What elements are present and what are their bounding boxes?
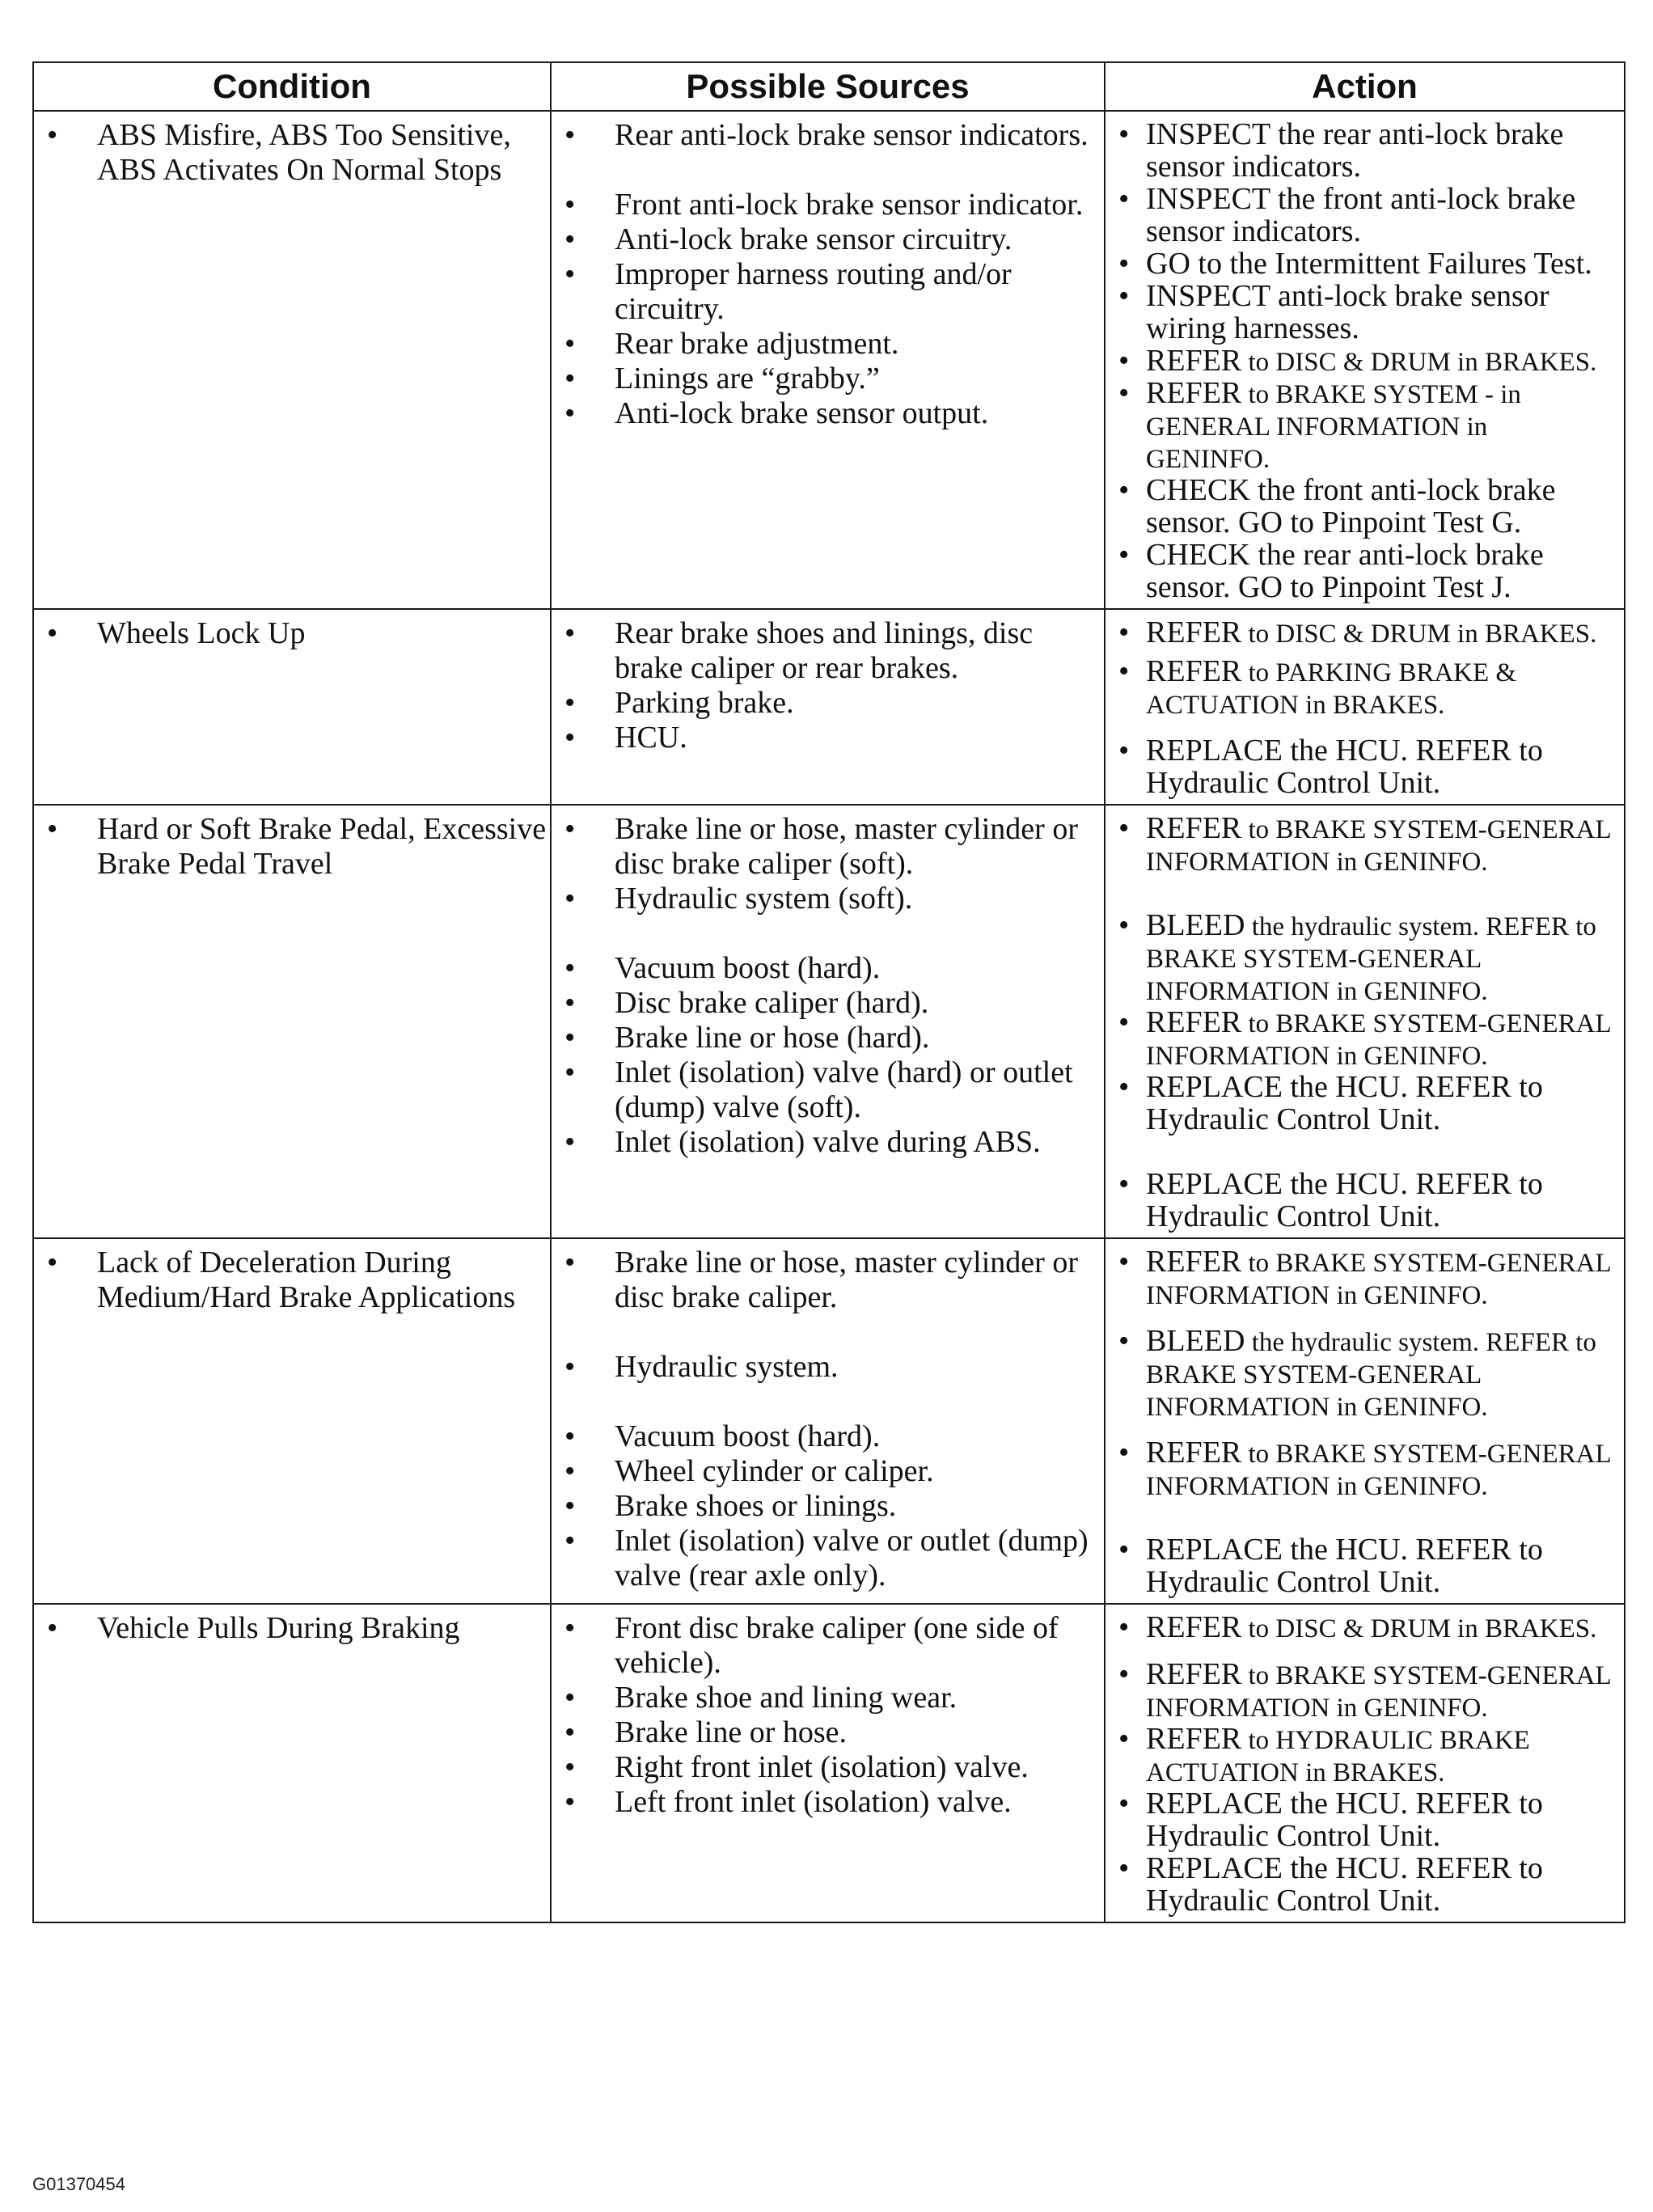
action-item xyxy=(1106,1611,1624,1643)
action-verb: GO xyxy=(1146,247,1190,281)
header-condition: Condition xyxy=(33,62,551,111)
condition-item: • Vehicle Pulls During Braking xyxy=(34,1611,550,1646)
condition-cell xyxy=(33,1604,551,1922)
action-item xyxy=(1106,734,1624,799)
diagnosis-chart xyxy=(32,61,1624,1923)
action-verb: REFER xyxy=(1146,654,1242,688)
action-text: to DISC & DRUM in BRAKES. xyxy=(1241,620,1597,649)
source-item: • Rear anti-lock brake sensor indicators. xyxy=(552,118,1104,153)
source-item: • Linings are “grabby.” xyxy=(552,362,1104,396)
action-verb: REFER xyxy=(1146,1722,1242,1756)
action-item xyxy=(1106,474,1624,539)
source-item: • Front disc brake caliper (one side of vehicle). xyxy=(552,1611,1104,1681)
source-item: • Brake line or hose (hard). xyxy=(552,1021,1104,1055)
source-item: • Brake shoe and lining wear. xyxy=(552,1681,1104,1715)
source-item: • Front anti-lock brake sensor indicator. xyxy=(552,188,1104,222)
action-verb: INSPECT xyxy=(1146,182,1270,216)
action-item xyxy=(1106,1071,1624,1136)
source-item: • Hydraulic system (soft). xyxy=(552,882,1104,916)
action-cell xyxy=(1105,609,1625,805)
action-item xyxy=(1106,1246,1624,1310)
action-item xyxy=(1106,539,1624,603)
action-cell xyxy=(1105,111,1625,609)
action-verb: REFER xyxy=(1146,1005,1242,1039)
action-text: the front anti-lock brake sensor indicators. xyxy=(1146,182,1576,248)
action-text: to BRAKE SYSTEM-GENERAL INFORMATION in GENINFO. xyxy=(1146,1661,1611,1723)
sources-cell xyxy=(551,1604,1105,1922)
action-item xyxy=(1106,1852,1624,1917)
table-row xyxy=(33,1604,1625,1922)
action-text: to BRAKE SYSTEM-GENERAL INFORMATION in GENINFO. xyxy=(1146,1249,1611,1310)
action-verb: BLEED xyxy=(1146,908,1245,942)
diagnosis-table xyxy=(32,61,1626,1923)
action-text: the HCU. REFER to Hydraulic Control Unit. xyxy=(1146,1167,1543,1233)
table-row xyxy=(33,1238,1625,1604)
action-text: the rear anti-lock brake sensor. GO to Pinpoint Test J. xyxy=(1146,538,1544,604)
action-verb: REPLACE xyxy=(1146,1851,1283,1885)
sources-cell xyxy=(551,805,1105,1238)
action-cell xyxy=(1105,1238,1625,1604)
source-item: • Inlet (isolation) valve or outlet (dump) valve (rear axle only). xyxy=(552,1524,1104,1593)
action-text: the HCU. REFER to Hydraulic Control Unit. xyxy=(1146,1787,1543,1853)
action-text: to DISC & DRUM in BRAKES. xyxy=(1241,348,1597,377)
condition-item: • Hard or Soft Brake Pedal, Excessive Brake Pedal Travel xyxy=(34,812,550,882)
action-item xyxy=(1106,655,1624,720)
action-item xyxy=(1106,280,1624,345)
table-header-row xyxy=(33,62,1625,111)
action-item xyxy=(1106,1168,1624,1233)
source-item: • Anti-lock brake sensor output. xyxy=(552,396,1104,431)
action-verb: REFER xyxy=(1146,1245,1242,1279)
action-text: anti-lock brake sensor wiring harnesses. xyxy=(1146,279,1549,345)
action-item xyxy=(1106,1325,1624,1422)
action-text: to PARKING BRAKE & ACTUATION in BRAKES. xyxy=(1146,658,1517,720)
action-verb: REFER xyxy=(1146,811,1242,845)
source-item: • Disc brake caliper (hard). xyxy=(552,986,1104,1021)
action-item xyxy=(1106,616,1624,649)
sources-cell xyxy=(551,1238,1105,1604)
action-verb: REFER xyxy=(1146,344,1242,378)
source-item: • Hydraulic system. xyxy=(552,1350,1104,1385)
condition-cell xyxy=(33,609,551,805)
source-item: • Brake shoes or linings. xyxy=(552,1489,1104,1524)
action-verb: REFER xyxy=(1146,1436,1242,1470)
action-verb: REPLACE xyxy=(1146,1070,1283,1104)
action-verb: REPLACE xyxy=(1146,1787,1283,1821)
header-possible-sources: Possible Sources xyxy=(551,62,1105,111)
action-text: to DISC & DRUM in BRAKES. xyxy=(1241,1614,1597,1643)
action-item xyxy=(1106,812,1624,877)
action-text: the hydraulic system. REFER to BRAKE SYSTEM-GENERAL INFORMATION in GENINFO. xyxy=(1146,1328,1596,1422)
table-row xyxy=(33,111,1625,609)
source-item: • Rear brake adjustment. xyxy=(552,327,1104,362)
action-verb: BLEED xyxy=(1146,1324,1245,1358)
action-item xyxy=(1106,1533,1624,1598)
action-verb: CHECK xyxy=(1146,538,1250,572)
action-verb: REPLACE xyxy=(1146,1167,1283,1201)
condition-cell xyxy=(33,111,551,609)
source-item: • Inlet (isolation) valve during ABS. xyxy=(552,1125,1104,1160)
action-item xyxy=(1106,247,1624,280)
action-verb: REPLACE xyxy=(1146,1533,1283,1567)
source-item: • Brake line or hose, master cylinder or disc brake caliper. xyxy=(552,1246,1104,1315)
action-text: the HCU. REFER to Hydraulic Control Unit. xyxy=(1146,1070,1543,1136)
source-item: • Vacuum boost (hard). xyxy=(552,951,1104,986)
source-item: • Vacuum boost (hard). xyxy=(552,1419,1104,1454)
condition-cell xyxy=(33,1238,551,1604)
action-cell xyxy=(1105,1604,1625,1922)
source-item: • Wheel cylinder or caliper. xyxy=(552,1454,1104,1489)
action-verb: INSPECT xyxy=(1146,279,1270,313)
action-verb: REPLACE xyxy=(1146,734,1283,768)
source-item: • Parking brake. xyxy=(552,686,1104,721)
condition-item: • Lack of Deceleration During Medium/Hard Brake Applications xyxy=(34,1246,550,1315)
action-text: the front anti-lock brake sensor. GO to Pinpoint Test G. xyxy=(1146,473,1556,539)
action-cell xyxy=(1105,805,1625,1238)
source-item: • Anti-lock brake sensor circuitry. xyxy=(552,222,1104,257)
condition-cell xyxy=(33,805,551,1238)
action-item xyxy=(1106,1436,1624,1501)
table-row xyxy=(33,805,1625,1238)
action-item xyxy=(1106,909,1624,1006)
sources-cell xyxy=(551,609,1105,805)
action-text: the HCU. REFER to Hydraulic Control Unit. xyxy=(1146,1851,1543,1918)
source-item: • Brake line or hose, master cylinder or disc brake caliper (soft). xyxy=(552,812,1104,882)
condition-item: • Wheels Lock Up xyxy=(34,616,550,651)
source-item: • Brake line or hose. xyxy=(552,1715,1104,1750)
action-text: to BRAKE SYSTEM-GENERAL INFORMATION in GENINFO. xyxy=(1146,1009,1611,1071)
action-text: to BRAKE SYSTEM - in GENERAL INFORMATION in GENINFO. xyxy=(1146,380,1521,474)
action-verb: REFER xyxy=(1146,1657,1242,1691)
action-verb: REFER xyxy=(1146,1610,1242,1644)
table-row xyxy=(33,609,1625,805)
sources-cell xyxy=(551,111,1105,609)
header-action: Action xyxy=(1105,62,1625,111)
action-item xyxy=(1106,1723,1624,1787)
action-item xyxy=(1106,1787,1624,1852)
action-item xyxy=(1106,118,1624,183)
action-verb: INSPECT xyxy=(1146,117,1270,151)
action-verb: REFER xyxy=(1146,615,1242,649)
action-verb: REFER xyxy=(1146,376,1242,410)
action-text: to BRAKE SYSTEM-GENERAL INFORMATION in GENINFO. xyxy=(1146,1440,1611,1501)
source-item: • Rear brake shoes and linings, disc brake caliper or rear brakes. xyxy=(552,616,1104,686)
source-item: • HCU. xyxy=(552,721,1104,755)
action-text: the HCU. REFER to Hydraulic Control Unit. xyxy=(1146,1533,1543,1599)
action-item xyxy=(1106,1658,1624,1723)
action-item xyxy=(1106,183,1624,247)
action-verb: CHECK xyxy=(1146,473,1250,507)
action-item xyxy=(1106,345,1624,377)
action-text: to the Intermittent Failures Test. xyxy=(1190,247,1592,281)
action-text: the hydraulic system. REFER to BRAKE SYSTEM-GENERAL INFORMATION in GENINFO. xyxy=(1146,912,1596,1006)
source-item: • Inlet (isolation) valve (hard) or outlet (dump) valve (soft). xyxy=(552,1055,1104,1125)
action-text: the rear anti-lock brake sensor indicators. xyxy=(1146,117,1564,184)
action-item xyxy=(1106,1006,1624,1071)
action-text: to BRAKE SYSTEM-GENERAL INFORMATION in GENINFO. xyxy=(1146,815,1611,877)
action-item xyxy=(1106,377,1624,474)
source-item: • Improper harness routing and/or circuitry. xyxy=(552,257,1104,327)
action-text: to HYDRAULIC BRAKE ACTUATION in BRAKES. xyxy=(1146,1726,1530,1787)
source-item: • Left front inlet (isolation) valve. xyxy=(552,1785,1104,1820)
figure-id: G01370454 xyxy=(32,2174,125,2194)
source-item: • Right front inlet (isolation) valve. xyxy=(552,1750,1104,1785)
action-text: the HCU. REFER to Hydraulic Control Unit. xyxy=(1146,734,1543,800)
condition-item: • ABS Misfire, ABS Too Sensitive, ABS Activates On Normal Stops xyxy=(34,118,550,188)
